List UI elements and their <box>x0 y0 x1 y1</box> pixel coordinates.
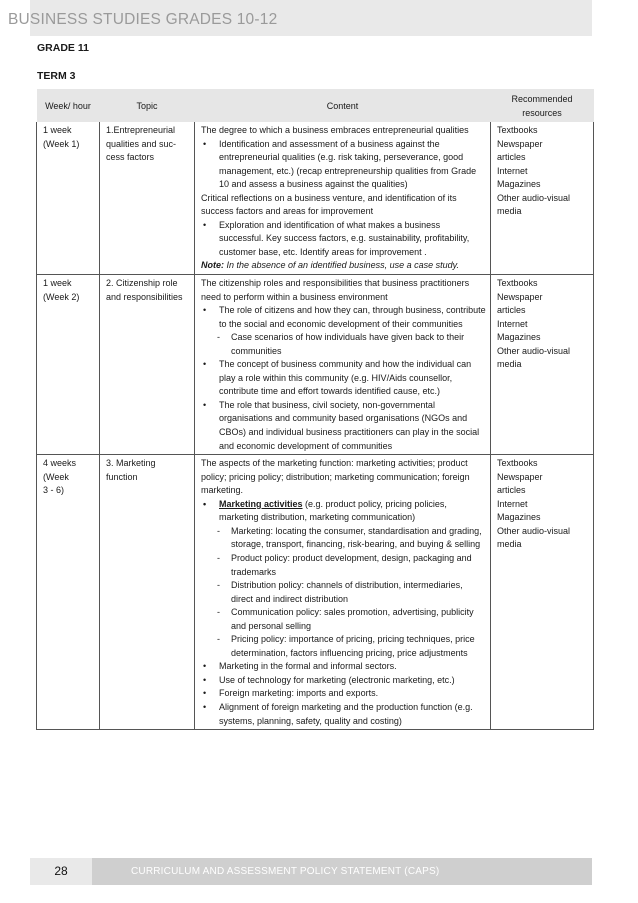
content-cell <box>195 275 491 455</box>
week-line: (Week 2) <box>43 291 80 302</box>
dash-text: Product policy: product development, design, packaging and trademarks <box>231 552 472 577</box>
bullet-item <box>201 219 486 260</box>
bullet-heading: Marketing activities <box>219 498 303 509</box>
bullet-icon: • <box>203 701 207 712</box>
dash-icon: - <box>217 525 220 536</box>
note-label: Note: <box>201 260 224 271</box>
content-paragraph: The aspects of the marketing function: marketing activities; product policy; pricing policy; distribution; marketing communication; foreign marketing. <box>201 458 470 496</box>
term-heading: TERM 3 <box>37 70 76 82</box>
table-row <box>37 122 594 275</box>
topic-line: cess factors <box>106 152 155 163</box>
dash-icon: - <box>217 332 220 343</box>
resource-line: Other audio-visual <box>497 345 571 356</box>
week-line: 1 week <box>43 278 72 289</box>
topic-line: and responsibilities <box>106 291 183 302</box>
dash-icon: - <box>217 580 220 591</box>
bullet-icon: • <box>203 399 207 410</box>
bullet-icon: • <box>203 688 207 699</box>
dash-text: Pricing policy: importance of pricing, pricing techniques, price determination, factors influencing pricing, price adjustments <box>231 634 475 658</box>
bullet-icon: • <box>203 661 207 672</box>
bullet-text: Marketing in the formal and informal sectors. <box>219 661 397 672</box>
dash-item <box>217 633 486 660</box>
resource-line: Newspaper <box>497 291 543 302</box>
bullet-item <box>201 399 486 453</box>
resource-line: Newspaper <box>497 138 543 149</box>
bullet-text: The role of citizens and how they can, through business, contribute to the social and economic development of their communities <box>219 305 486 329</box>
content-note <box>201 259 486 273</box>
topic-line: 2. Citizenship role <box>106 278 178 289</box>
column-header-topic: Topic <box>100 89 195 122</box>
bullet-text: Use of technology for marketing (electronic marketing, etc.) <box>219 674 455 685</box>
topic-line: qualities and suc- <box>106 138 177 149</box>
resource-line: Magazines <box>497 512 541 523</box>
resource-line: articles <box>497 485 526 496</box>
dash-item <box>217 525 486 552</box>
resource-line: Internet <box>497 165 528 176</box>
bullet-item <box>201 138 486 192</box>
bullet-item <box>201 358 486 399</box>
resource-line: media <box>497 539 522 550</box>
bullet-text: The role that business, civil society, non-governmental organisations and community based organisations (NGOs and CBOs) and individual business practitioners can play in the social and economic development of communities <box>219 399 480 451</box>
bullet-icon: • <box>203 359 207 370</box>
bullet-item <box>201 498 486 525</box>
week-cell <box>37 455 100 730</box>
table-header-row <box>37 89 594 122</box>
resources-cell <box>491 122 594 275</box>
note-text: In the absence of an identified business, use a case study. <box>224 260 459 271</box>
resource-line: Other audio-visual <box>497 525 571 536</box>
footer-text: CURRICULUM AND ASSESSMENT POLICY STATEMENT (CAPS) <box>131 866 440 877</box>
bullet-text: Alignment of foreign marketing and the production function (e.g. systems, planning, safety, quality and costing) <box>219 701 473 726</box>
bullet-item <box>201 701 486 728</box>
table-row <box>37 275 594 455</box>
content-paragraph: Critical reflections on a business venture, and identification of its success factors and areas for improvement <box>201 192 457 217</box>
resource-line: Textbooks <box>497 125 538 135</box>
bullet-item <box>201 660 486 674</box>
topic-line: 1.Entrepreneurial <box>106 125 176 135</box>
content-paragraph: The citizenship roles and responsibilities that business practitioners need to perform within a business environment <box>201 278 470 302</box>
resources-cell <box>491 275 594 455</box>
topic-line: 3. Marketing <box>106 458 156 469</box>
dash-icon: - <box>217 634 220 645</box>
dash-icon: - <box>217 607 220 618</box>
resource-line: media <box>497 359 522 370</box>
topic-cell <box>100 455 195 730</box>
bullet-item <box>201 674 486 688</box>
week-line: (Week <box>43 471 69 482</box>
resource-line: Textbooks <box>497 278 538 289</box>
bullet-item <box>201 304 486 331</box>
dash-text: Communication policy: sales promotion, advertising, publicity and personal selling <box>231 607 474 631</box>
bullet-text: Foreign marketing: imports and exports. <box>219 688 379 699</box>
table-row <box>37 455 594 730</box>
resources-cell <box>491 455 594 730</box>
bullet-icon: • <box>203 498 207 509</box>
column-header-content: Content <box>195 89 491 122</box>
page-number: 28 <box>30 858 92 885</box>
resource-line: Newspaper <box>497 471 543 482</box>
resource-line: Magazines <box>497 332 541 343</box>
topic-cell <box>100 275 195 455</box>
dash-icon: - <box>217 552 220 563</box>
bullet-icon: • <box>203 674 207 685</box>
bullet-text <box>219 498 486 525</box>
grade-heading: GRADE 11 <box>37 42 89 54</box>
resource-line: Magazines <box>497 179 541 190</box>
week-line: 3 - 6) <box>43 485 65 496</box>
dash-item <box>217 331 486 358</box>
resource-line: Textbooks <box>497 458 538 469</box>
bullet-icon: • <box>203 305 207 316</box>
dash-item <box>217 606 486 633</box>
bullet-text: Exploration and identification of what makes a business successful. Key success factors, e.g. sustainability, profitability, customer base, etc. Identify areas for improvement . <box>219 219 470 257</box>
resource-line: Internet <box>497 318 528 329</box>
topic-line: function <box>106 471 138 482</box>
resource-line: articles <box>497 305 526 316</box>
resource-line: media <box>497 206 522 217</box>
dash-text: Marketing: locating the consumer, standardisation and grading, storage, transport, financing, risk-bearing, and buying & selling <box>231 525 482 550</box>
dash-text: Case scenarios of how individuals have given back to their communities <box>231 332 465 356</box>
bullet-icon: • <box>203 138 207 149</box>
week-line: 1 week <box>43 125 72 135</box>
resource-line: Internet <box>497 498 528 509</box>
bullet-text: Identification and assessment of a business against the entrepreneurial qualities (e.g. risk taking, perseverance, good management, etc.) (recap entrepreneurship qualities from Grade 10 and assess a business against the qualities) <box>219 138 477 190</box>
week-line: 4 weeks <box>43 458 77 469</box>
week-cell <box>37 275 100 455</box>
content-cell <box>195 455 491 730</box>
resource-line: Other audio-visual <box>497 192 571 203</box>
topic-cell <box>100 122 195 275</box>
column-header-week: Week/ hour <box>37 89 100 122</box>
bullet-icon: • <box>203 219 207 230</box>
week-cell <box>37 122 100 275</box>
column-header-resources: Recommended resources <box>491 89 594 122</box>
curriculum-table <box>36 89 594 730</box>
dash-text: Distribution policy: channels of distribution, intermediaries, direct and indirect distribution <box>231 580 463 604</box>
content-paragraph: The degree to which a business embraces entrepreneurial qualities <box>201 125 469 135</box>
week-line: (Week 1) <box>43 138 80 149</box>
document-series-title: BUSINESS STUDIES GRADES 10-12 <box>8 11 278 28</box>
dash-item <box>217 552 486 579</box>
content-cell <box>195 122 491 275</box>
bullet-detail: (e.g. product policy, pricing policies, marketing distribution, marketing communication) <box>219 498 447 523</box>
bullet-item <box>201 687 486 701</box>
bullet-text: The concept of business community and how the individual can play a role within this community (e.g. HIV/Aids counsellor, contribute time and effort towards identified cause, etc.) <box>219 359 472 397</box>
resource-line: articles <box>497 152 526 163</box>
dash-item <box>217 579 486 606</box>
